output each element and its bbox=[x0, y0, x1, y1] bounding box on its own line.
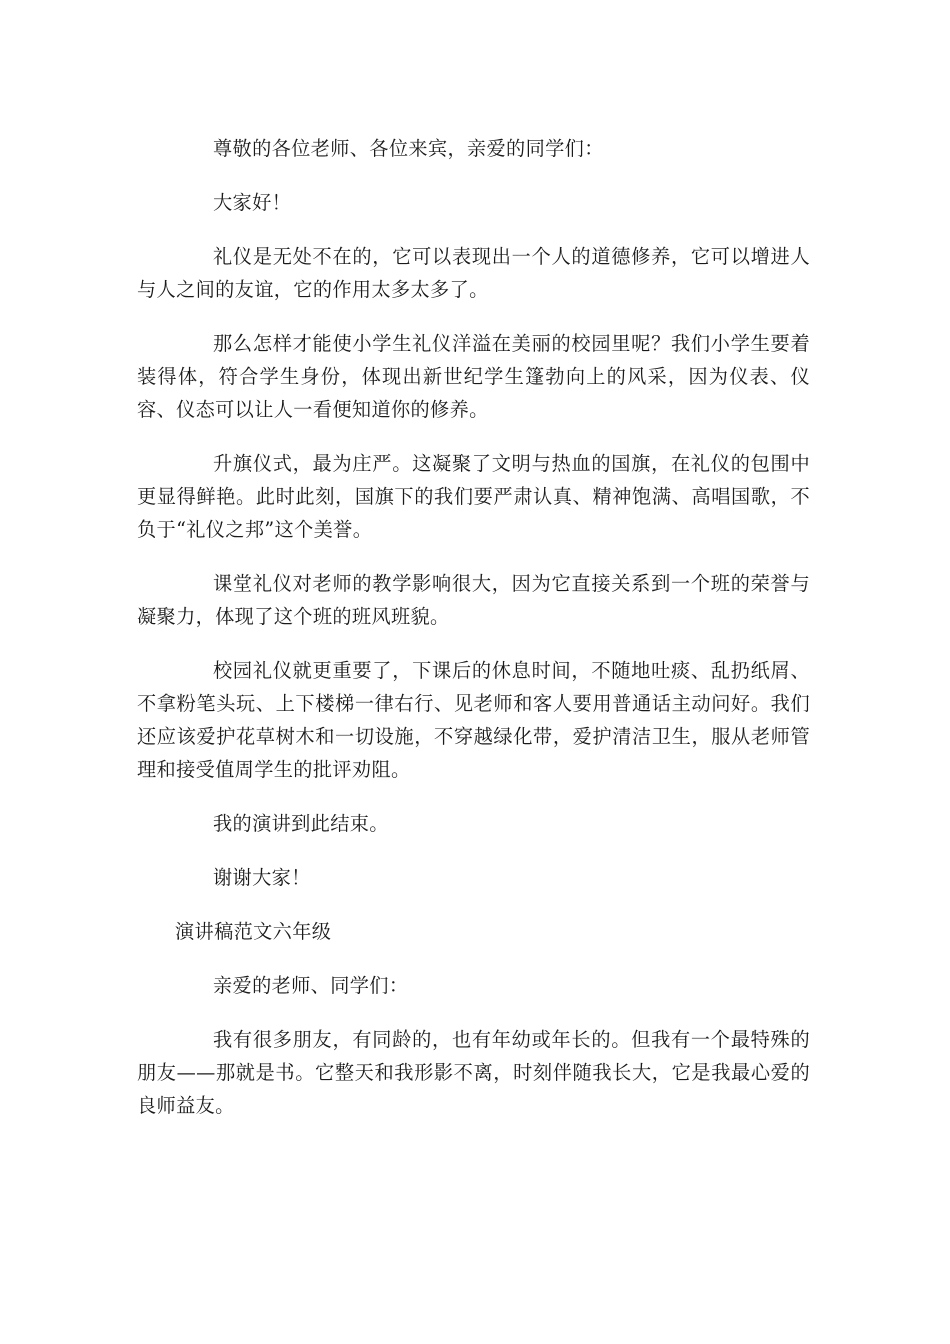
paragraph-body: 校园礼仪就更重要了，下课后的休息时间，不随地吐痰、乱扔纸屑、不拿粉笔头玩、上下楼梯一律右行、见老师和客人要用普通话主动问好。我们还应该爱护花草树木和一切设施，不穿越绿化带，爱护清洁卫生，服从老师管理和接受值周学生的批评劝阻。 bbox=[137, 659, 810, 781]
paragraph-closing: 我的演讲到此结束。 bbox=[213, 812, 389, 835]
section-title: 演讲稿范文六年级 bbox=[175, 920, 332, 943]
paragraph-body: 那么怎样才能使小学生礼仪洋溢在美丽的校园里呢？我们小学生要着装得体，符合学生身份，体现出新世纪学生篷勃向上的风采，因为仪表、仪容、仪态可以让人一看便知道你的修养。 bbox=[137, 332, 810, 421]
document-body bbox=[137, 132, 810, 1143]
paragraph-body: 课堂礼仪对老师的教学影响很大，因为它直接关系到一个班的荣誉与凝聚力，体现了这个班的班风班貌。 bbox=[137, 572, 810, 628]
paragraph-greeting: 大家好！ bbox=[213, 191, 292, 214]
paragraph-salutation: 尊敬的各位老师、各位来宾，亲爱的同学们： bbox=[213, 137, 604, 160]
paragraph-body: 礼仪是无处不在的，它可以表现出一个人的道德修养，它可以增进人与人之间的友谊，它的作用太多太多了。 bbox=[137, 245, 810, 301]
paragraph-body: 升旗仪式，最为庄严。这凝聚了文明与热血的国旗，在礼仪的包围中更显得鲜艳。此时此刻，国旗下的我们要严肃认真、精神饱满、高唱国歌，不负于“礼仪之邦”这个美誉。 bbox=[137, 452, 810, 541]
paragraph-body: 我有很多朋友，有同龄的，也有年幼或年长的。但我有一个最特殊的朋友——那就是书。它整天和我形影不离，时刻伴随我长大，它是我最心爱的良师益友。 bbox=[137, 1028, 810, 1117]
paragraph-thanks: 谢谢大家！ bbox=[213, 866, 311, 889]
paragraph-salutation: 亲爱的老师、同学们： bbox=[213, 974, 409, 997]
